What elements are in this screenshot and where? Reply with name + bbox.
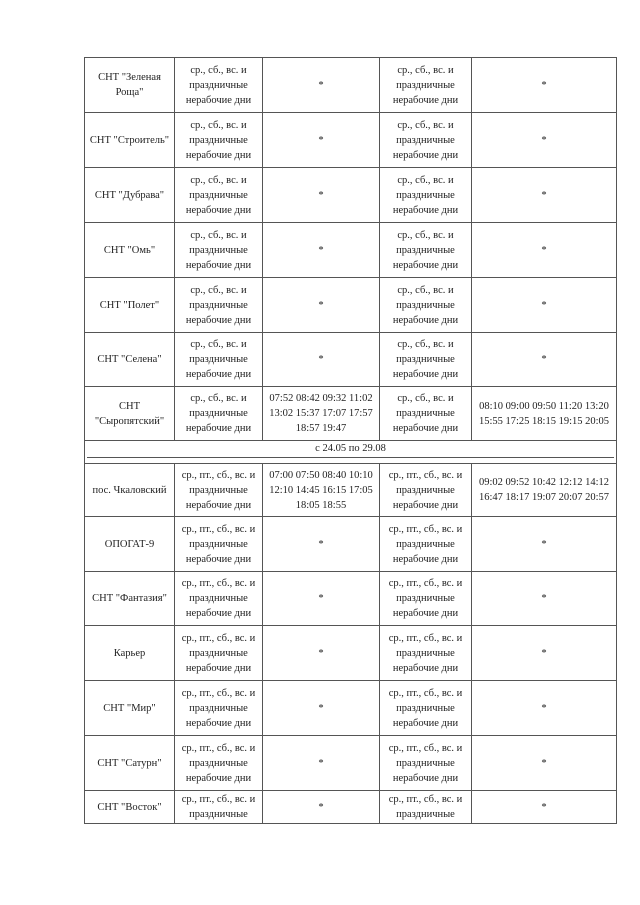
table-row	[85, 223, 617, 278]
operating-days: ср., сб., вс. и праздничные нерабочие дни	[175, 113, 263, 168]
departure-times: *	[472, 333, 617, 387]
operating-days: ср., пт., сб., вс. и праздничные нерабочие дни	[175, 517, 263, 572]
departure-times: *	[263, 333, 380, 387]
departure-times: *	[263, 736, 380, 791]
stop-name: СНТ "Строитель"	[85, 113, 175, 168]
operating-days: ср., сб., вс. и праздничные нерабочие дни	[380, 168, 472, 223]
departure-times: *	[472, 736, 617, 791]
operating-days: ср., сб., вс. и праздничные нерабочие дни	[175, 168, 263, 223]
departure-times: *	[472, 791, 617, 824]
operating-days: ср., сб., вс. и праздничные нерабочие дни	[175, 333, 263, 387]
operating-days: ср., сб., вс. и праздничные нерабочие дни	[380, 278, 472, 333]
period-label: с 24.05 по 29.08	[315, 443, 386, 454]
operating-days: ср., пт., сб., вс. и праздничные нерабочие дни	[380, 681, 472, 736]
stop-name: СНТ "Полет"	[85, 278, 175, 333]
departure-times: *	[472, 626, 617, 681]
departure-times: *	[472, 517, 617, 572]
operating-days: ср., пт., сб., вс. и праздничные нерабочие дни	[380, 464, 472, 517]
table-row	[85, 333, 617, 387]
table-row	[85, 681, 617, 736]
stop-name: ОПОГАТ-9	[85, 517, 175, 572]
departure-times: *	[263, 168, 380, 223]
departure-times: *	[472, 58, 617, 113]
operating-days: ср., пт., сб., вс. и праздничные	[175, 791, 263, 824]
operating-days: ср., пт., сб., вс. и праздничные нерабочие дни	[175, 681, 263, 736]
stop-name: СНТ "Селена"	[85, 333, 175, 387]
departure-times: *	[472, 113, 617, 168]
stop-name: СНТ "Омь"	[85, 223, 175, 278]
departure-times: *	[472, 681, 617, 736]
departure-times: *	[263, 517, 380, 572]
stop-name: СНТ "Зеленая Роща"	[85, 58, 175, 113]
stop-name: Карьер	[85, 626, 175, 681]
operating-days: ср., пт., сб., вс. и праздничные нерабочие дни	[380, 572, 472, 626]
operating-days: ср., пт., сб., вс. и праздничные нерабочие дни	[380, 517, 472, 572]
departure-times: *	[472, 168, 617, 223]
operating-days: ср., сб., вс. и праздничные нерабочие дни	[175, 278, 263, 333]
schedule-table	[84, 57, 617, 824]
schedule-body	[85, 58, 617, 824]
departure-times: *	[263, 791, 380, 824]
stop-name: СНТ "Сатурн"	[85, 736, 175, 791]
stop-name: пос. Чкаловский	[85, 464, 175, 517]
operating-days: ср., пт., сб., вс. и праздничные нерабочие дни	[175, 626, 263, 681]
table-row	[85, 464, 617, 517]
operating-days: ср., пт., сб., вс. и праздничные	[380, 791, 472, 824]
departure-times: 07:00 07:50 08:40 10:10 12:10 14:45 16:15 17:05 18:05 18:55	[263, 464, 380, 517]
operating-days: ср., сб., вс. и праздничные нерабочие дни	[380, 58, 472, 113]
stop-name: СНТ "Мир"	[85, 681, 175, 736]
departure-times: *	[263, 223, 380, 278]
departure-times: 09:02 09:52 10:42 12:12 14:12 16:47 18:17 19:07 20:07 20:57	[472, 464, 617, 517]
table-row	[85, 626, 617, 681]
departure-times: 07:52 08:42 09:32 11:02 13:02 15:37 17:07 17:57 18:57 19:47	[263, 387, 380, 441]
departure-times: 08:10 09:00 09:50 11:20 13:20 15:55 17:25 18:15 19:15 20:05	[472, 387, 617, 441]
operating-days: ср., пт., сб., вс. и праздничные нерабочие дни	[175, 572, 263, 626]
operating-days: ср., сб., вс. и праздничные нерабочие дни	[175, 223, 263, 278]
operating-days: ср., сб., вс. и праздничные нерабочие дни	[380, 113, 472, 168]
operating-days: ср., пт., сб., вс. и праздничные нерабочие дни	[175, 736, 263, 791]
table-row	[85, 58, 617, 113]
operating-days: ср., сб., вс. и праздничные нерабочие дни	[380, 387, 472, 441]
table-row	[85, 113, 617, 168]
stop-name: СНТ "Фантазия"	[85, 572, 175, 626]
departure-times: *	[263, 681, 380, 736]
departure-times: *	[472, 572, 617, 626]
operating-days: ср., пт., сб., вс. и праздничные нерабочие дни	[380, 736, 472, 791]
departure-times: *	[263, 278, 380, 333]
stop-name: СНТ "Сыропятский"	[85, 387, 175, 441]
operating-days: ср., сб., вс. и праздничные нерабочие дни	[380, 333, 472, 387]
operating-days: ср., сб., вс. и праздничные нерабочие дни	[175, 58, 263, 113]
period-separator	[87, 457, 614, 463]
table-row	[85, 736, 617, 791]
operating-days: ср., пт., сб., вс. и праздничные нерабочие дни	[175, 464, 263, 517]
table-row	[85, 572, 617, 626]
period-cell	[85, 441, 617, 464]
table-row	[85, 278, 617, 333]
period-row	[85, 441, 617, 464]
operating-days: ср., сб., вс. и праздничные нерабочие дни	[175, 387, 263, 441]
table-row	[85, 517, 617, 572]
departure-times: *	[263, 58, 380, 113]
departure-times: *	[472, 278, 617, 333]
departure-times: *	[263, 572, 380, 626]
departure-times: *	[263, 113, 380, 168]
operating-days: ср., пт., сб., вс. и праздничные нерабочие дни	[380, 626, 472, 681]
table-row	[85, 387, 617, 441]
table-row	[85, 791, 617, 824]
table-row	[85, 168, 617, 223]
departure-times: *	[263, 626, 380, 681]
stop-name: СНТ "Дубрава"	[85, 168, 175, 223]
operating-days: ср., сб., вс. и праздничные нерабочие дни	[380, 223, 472, 278]
stop-name: СНТ "Восток"	[85, 791, 175, 824]
departure-times: *	[472, 223, 617, 278]
